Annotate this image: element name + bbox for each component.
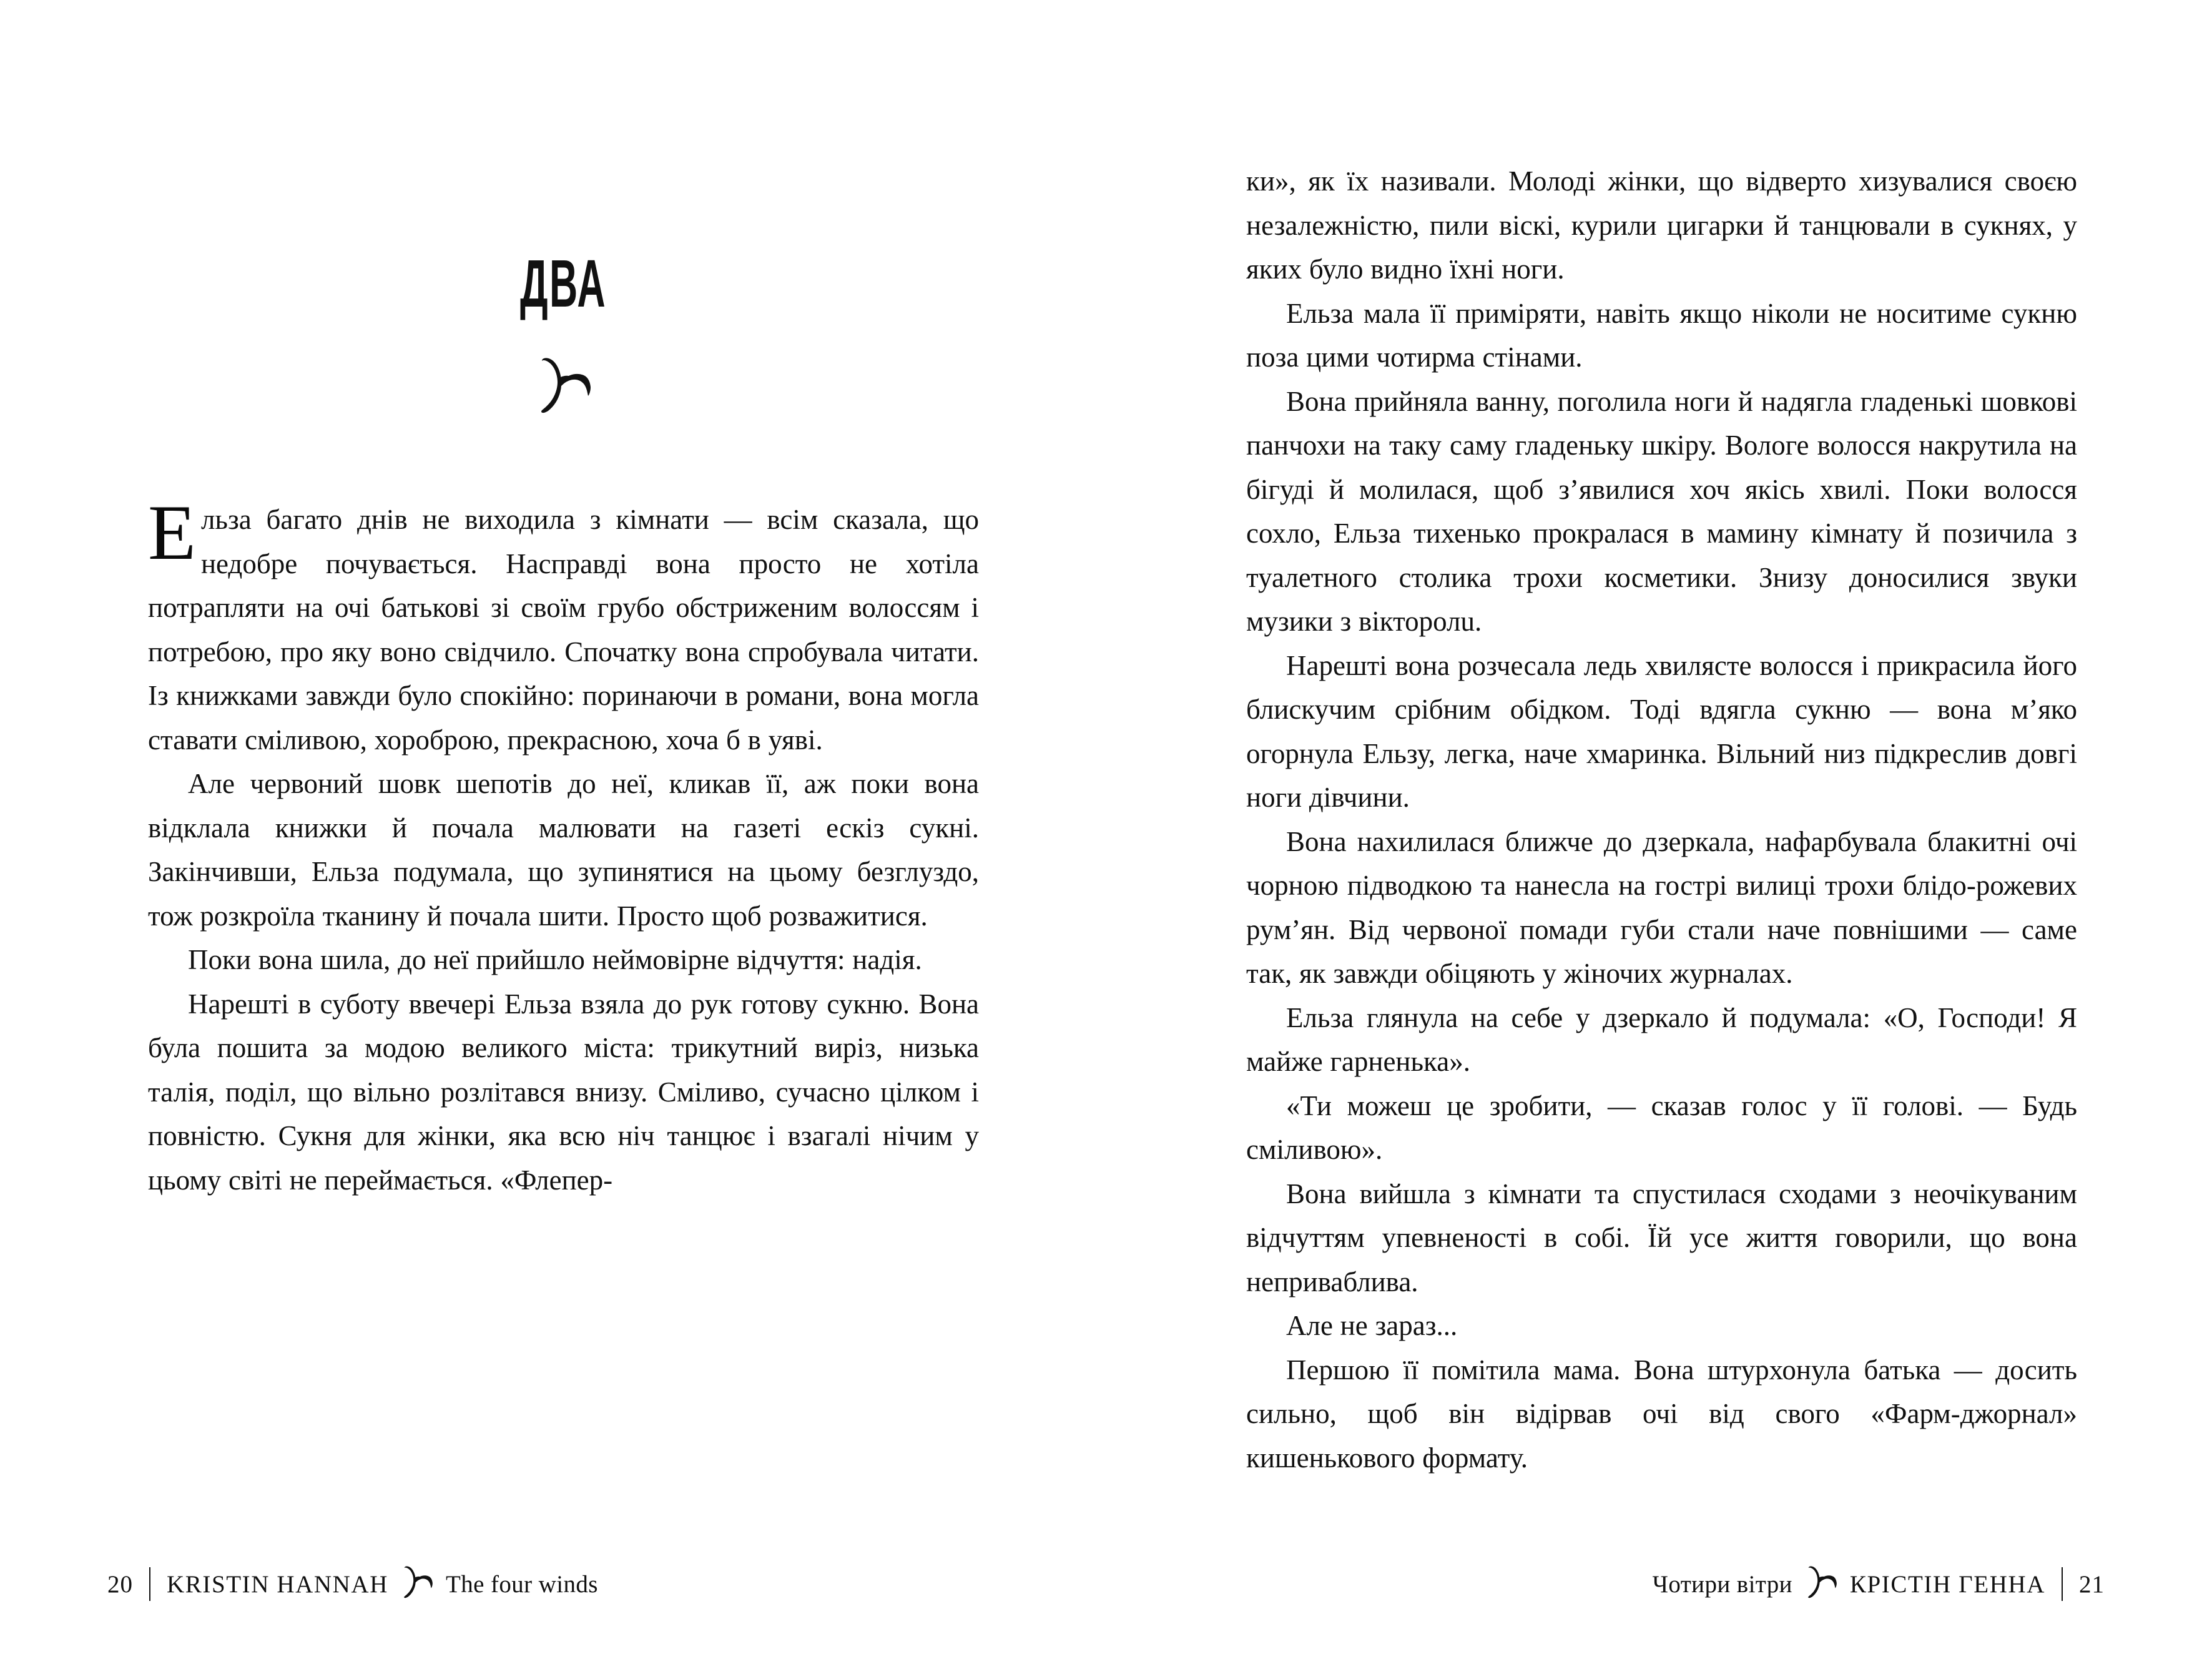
wheat-flourish-ornament bbox=[536, 356, 592, 415]
page-right bbox=[1106, 0, 2212, 1659]
running-foot-author: КРІСТІН ГЕННА bbox=[1849, 1570, 2045, 1598]
running-foot-title: Чотири вітри bbox=[1652, 1570, 1792, 1598]
paragraph: Нарешті в суботу ввечері Ельза взяла до рук готову сукню. Вона була пошита за модою великого міста: трикутний виріз, низька талія, поділ, що вільно розлітався внизу. Сміливо, сучасно цілком і повністю. Сукня для жінки, яка всю ніч танцює і взагалі нічим у цьому світі не переймається. «Флепер- bbox=[148, 988, 979, 1196]
drop-cap: Е bbox=[148, 490, 196, 576]
chapter-heading bbox=[148, 245, 979, 415]
running-foot-left bbox=[107, 1567, 598, 1602]
paragraph: Вона вийшла з кімнати та спустилася сходами з неочікуваним відчуттям упевненості в собі. Їй усе життя говорили, що вона неприваблива. bbox=[1246, 1178, 2077, 1297]
text-column-right bbox=[1246, 159, 2077, 1474]
body-text-left bbox=[148, 490, 979, 1202]
body-text-right bbox=[1246, 159, 2077, 1480]
paragraph: Вона прийняла ванну, поголила ноги й надягла гладенькі шовкові панчохи на таку саму гладеньку шкіру. Вологе волосся накрутила на бігуді й молилася, щоб з’явилися хоч якісь хвилі. Поки волосся сохло, Ельза тихенько прокралася в мамину кімнату й позичила з туалетного столика трохи косметики. Знизу доносилися звуки музики з вікторолu. bbox=[1246, 385, 2077, 637]
wheat-flourish-ornament bbox=[1805, 1565, 1837, 1600]
text-column-left bbox=[148, 159, 979, 1470]
foot-divider-rule bbox=[149, 1567, 150, 1601]
paragraph: Поки вона шила, до неї прийшло неймовірне відчуття: надія. bbox=[188, 944, 922, 975]
paragraph bbox=[148, 490, 979, 762]
page-number-right: 21 bbox=[2079, 1570, 2105, 1598]
wheat-flourish-ornament bbox=[401, 1565, 433, 1600]
paragraph-text: льза багато днів не виходила з кімнати — всім сказала, що недобре почувається. Насправді вона просто не хотіла потрапляти на очі батькові зі своїм грубо обстриженим волоссям і потребою, про яку воно свідчило. Спочатку вона спробувала читати. Із книжками завжди було спокійно: поринаючи в романи, вона могла ставати сміливою, хороброю, прекрасною, хоча б в уяві. bbox=[148, 504, 979, 756]
running-foot-title: The four winds bbox=[445, 1570, 598, 1598]
chapter-number: ДВА bbox=[520, 245, 607, 321]
running-foot-right bbox=[1653, 1567, 2105, 1602]
paragraph: Але червоний шовк шепотів до неї, кликав її, аж поки вона відклала книжки й почала малювати на газеті ескіз сукні. Закінчивши, Ельза подумала, що зупинятися на цьому безглуздо, тож розкроїла тканину й почала шити. Просто щоб розважитися. bbox=[148, 768, 979, 932]
page-number-left: 20 bbox=[107, 1570, 133, 1598]
paragraph: «Ти можеш це зробити, — сказав голос у її голові. — Будь сміливою». bbox=[1246, 1090, 2077, 1165]
paragraph: ки», як їх називали. Молоді жінки, що відверто хизувалися своєю незалежністю, пили віскі, курили цигарки й танцювали в сукнях, у яких було видно їхні ноги. bbox=[1246, 165, 2077, 285]
paragraph: Першою її помітила мама. Вона штурхонула батька — досить сильно, щоб він відірвав очі від свого «Фарм-джорнал» кишенькового формату. bbox=[1246, 1354, 2077, 1474]
paragraph: Вона нахилилася ближче до дзеркала, нафарбувала блакитні очі чорною підводкою та нанесла на гострі вилиці трохи блідо-рожевих рум’ян. Від червоної помади губи стали наче повнішими — саме так, як завжди обіцяють у жіночих журналах. bbox=[1246, 825, 2077, 989]
running-foot-author: KRISTIN HANNAH bbox=[167, 1570, 388, 1598]
foot-divider-rule bbox=[2062, 1567, 2063, 1601]
paragraph: Ельза глянула на себе у дзеркало й подумала: «О, Господи! Я майже гарненька». bbox=[1246, 1002, 2077, 1077]
paragraph: Але не зараз... bbox=[1286, 1310, 1458, 1341]
paragraph: Ельза мала її приміряти, навіть якщо ніколи не носитиме сукню поза цими чотирма стінами. bbox=[1246, 297, 2077, 373]
paragraph: Нарешті вона розчесала ледь хвилясте волосся і прикрасила його блискучим срібним обідком. Тоді вдягла сукню — вона м’яко огорнула Ельзу, легка, наче хмаринка. Вільний низ підкреслив довгі ноги дівчини. bbox=[1246, 649, 2077, 813]
